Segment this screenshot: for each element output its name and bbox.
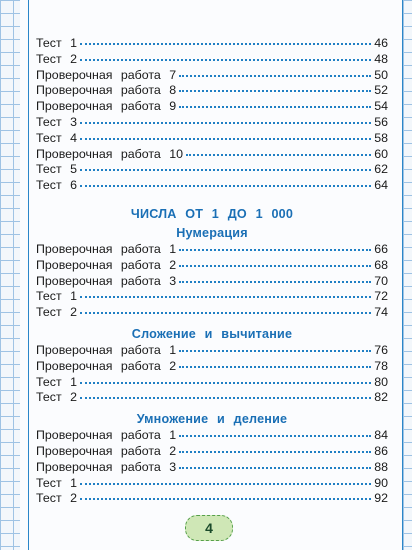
toc-entry[interactable] bbox=[36, 390, 388, 406]
toc-entry-page: 80 bbox=[374, 374, 388, 389]
toc-entry-page: 60 bbox=[374, 146, 388, 161]
toc-entry[interactable] bbox=[36, 491, 388, 507]
toc-entry-label: Тест 2 bbox=[36, 51, 77, 66]
toc-entry-page: 62 bbox=[374, 162, 388, 177]
toc-entry-label: Тест 1 bbox=[36, 36, 77, 50]
dot-leader bbox=[80, 57, 371, 61]
toc-entry-label: Проверочная работа 7 bbox=[36, 67, 177, 82]
toc-entry[interactable] bbox=[36, 147, 388, 163]
toc-entry-page: 46 bbox=[374, 36, 388, 50]
page-number-badge bbox=[185, 515, 233, 541]
toc-entry[interactable] bbox=[36, 242, 388, 258]
toc-entry-page: 88 bbox=[374, 459, 388, 474]
toc-top-list bbox=[36, 36, 388, 194]
toc-entry[interactable] bbox=[36, 178, 388, 194]
toc-entry-label: Проверочная работа 8 bbox=[36, 83, 177, 98]
dot-leader bbox=[80, 496, 371, 500]
toc-entry-label: Проверочная работа 3 bbox=[36, 459, 177, 474]
toc-entry[interactable] bbox=[36, 444, 388, 460]
dot-leader bbox=[179, 465, 371, 469]
toc-entry-label: Тест 1 bbox=[36, 289, 77, 304]
toc-entry[interactable] bbox=[36, 343, 388, 359]
toc-entry[interactable] bbox=[36, 115, 388, 131]
toc-entry[interactable] bbox=[36, 359, 388, 375]
toc-entry-label: Проверочная работа 1 bbox=[36, 342, 177, 357]
dot-leader bbox=[80, 481, 371, 485]
toc-entry[interactable] bbox=[36, 460, 388, 476]
toc-entry[interactable] bbox=[36, 99, 388, 115]
toc-entry-label: Тест 5 bbox=[36, 162, 77, 177]
toc-entry-page: 92 bbox=[374, 491, 388, 506]
toc-entry-page: 68 bbox=[374, 257, 388, 272]
toc-entry[interactable] bbox=[36, 428, 388, 444]
table-of-contents bbox=[36, 36, 388, 507]
toc-entry-label: Тест 4 bbox=[36, 130, 77, 145]
dot-leader bbox=[80, 294, 371, 298]
toc-entry-page: 54 bbox=[374, 99, 388, 114]
toc-entry[interactable] bbox=[36, 305, 388, 321]
toc-entry-page: 48 bbox=[374, 51, 388, 66]
toc-entry[interactable] bbox=[36, 375, 388, 391]
toc-entry-page: 90 bbox=[374, 475, 388, 490]
dot-leader bbox=[186, 152, 371, 156]
dot-leader bbox=[80, 136, 371, 140]
toc-entry-label: Проверочная работа 3 bbox=[36, 273, 177, 288]
main-section-title: ЧИСЛА ОТ 1 ДО 1 000 bbox=[130, 206, 294, 221]
toc-entry[interactable] bbox=[36, 162, 388, 178]
toc-numbering-list bbox=[36, 242, 388, 321]
toc-entry-label: Проверочная работа 2 bbox=[36, 358, 177, 373]
toc-entry-page: 78 bbox=[374, 358, 388, 373]
toc-entry-page: 64 bbox=[374, 178, 388, 193]
toc-entry-label: Тест 1 bbox=[36, 374, 77, 389]
dot-leader bbox=[179, 433, 371, 437]
toc-entry[interactable] bbox=[36, 52, 388, 68]
toc-entry[interactable] bbox=[36, 289, 388, 305]
toc-entry[interactable] bbox=[36, 83, 388, 99]
dot-leader bbox=[179, 449, 371, 453]
toc-entry[interactable] bbox=[36, 68, 388, 84]
toc-multiplication-list bbox=[36, 428, 388, 507]
toc-entry-page: 52 bbox=[374, 83, 388, 98]
dot-leader bbox=[179, 104, 371, 108]
dot-leader bbox=[80, 120, 371, 124]
dot-leader bbox=[80, 310, 371, 314]
toc-entry[interactable] bbox=[36, 36, 388, 52]
toc-entry-page: 74 bbox=[374, 305, 388, 320]
toc-entry-label: Проверочная работа 10 bbox=[36, 146, 184, 161]
dot-leader bbox=[179, 364, 371, 368]
dot-leader bbox=[179, 88, 371, 92]
dot-leader bbox=[80, 183, 371, 187]
toc-entry[interactable] bbox=[36, 274, 388, 290]
toc-entry-page: 82 bbox=[374, 390, 388, 405]
section-title-multiplication: Умножение и деление bbox=[136, 412, 288, 427]
toc-entry-label: Проверочная работа 2 bbox=[36, 443, 177, 458]
dot-leader bbox=[80, 167, 371, 171]
section-title-addition: Сложение и вычитание bbox=[131, 326, 293, 341]
toc-entry-page: 58 bbox=[374, 130, 388, 145]
toc-entry-label: Тест 6 bbox=[36, 178, 77, 193]
dot-leader bbox=[179, 279, 371, 283]
toc-entry[interactable] bbox=[36, 131, 388, 147]
toc-entry[interactable] bbox=[36, 476, 388, 492]
dot-leader bbox=[80, 380, 371, 384]
toc-entry[interactable] bbox=[36, 258, 388, 274]
toc-entry-page: 66 bbox=[374, 241, 388, 256]
section-title-numbering: Нумерация bbox=[176, 225, 248, 240]
dot-leader bbox=[179, 73, 371, 77]
toc-entry-label: Проверочная работа 2 bbox=[36, 257, 177, 272]
toc-entry-page: 76 bbox=[374, 342, 388, 357]
margin-line-left bbox=[28, 0, 29, 550]
toc-entry-page: 72 bbox=[374, 289, 388, 304]
page-number: 4 bbox=[205, 520, 213, 536]
toc-entry-label: Тест 2 bbox=[36, 390, 77, 405]
toc-entry-label: Тест 2 bbox=[36, 305, 77, 320]
dot-leader bbox=[179, 263, 371, 267]
toc-entry-label: Тест 3 bbox=[36, 114, 77, 129]
toc-entry-page: 84 bbox=[374, 428, 388, 443]
toc-entry-page: 86 bbox=[374, 443, 388, 458]
dot-leader bbox=[80, 395, 371, 399]
toc-entry-label: Проверочная работа 1 bbox=[36, 241, 177, 256]
toc-entry-label: Тест 2 bbox=[36, 491, 77, 506]
dot-leader bbox=[179, 348, 371, 352]
toc-entry-label: Проверочная работа 9 bbox=[36, 99, 177, 114]
toc-entry-label: Тест 1 bbox=[36, 475, 77, 490]
dot-leader bbox=[179, 247, 371, 251]
toc-addition-list bbox=[36, 343, 388, 406]
dot-leader bbox=[80, 41, 371, 45]
margin-line-right bbox=[402, 0, 403, 550]
toc-entry-page: 50 bbox=[374, 67, 388, 82]
toc-entry-page: 56 bbox=[374, 114, 388, 129]
toc-entry-label: Проверочная работа 1 bbox=[36, 428, 177, 443]
toc-entry-page: 70 bbox=[374, 273, 388, 288]
